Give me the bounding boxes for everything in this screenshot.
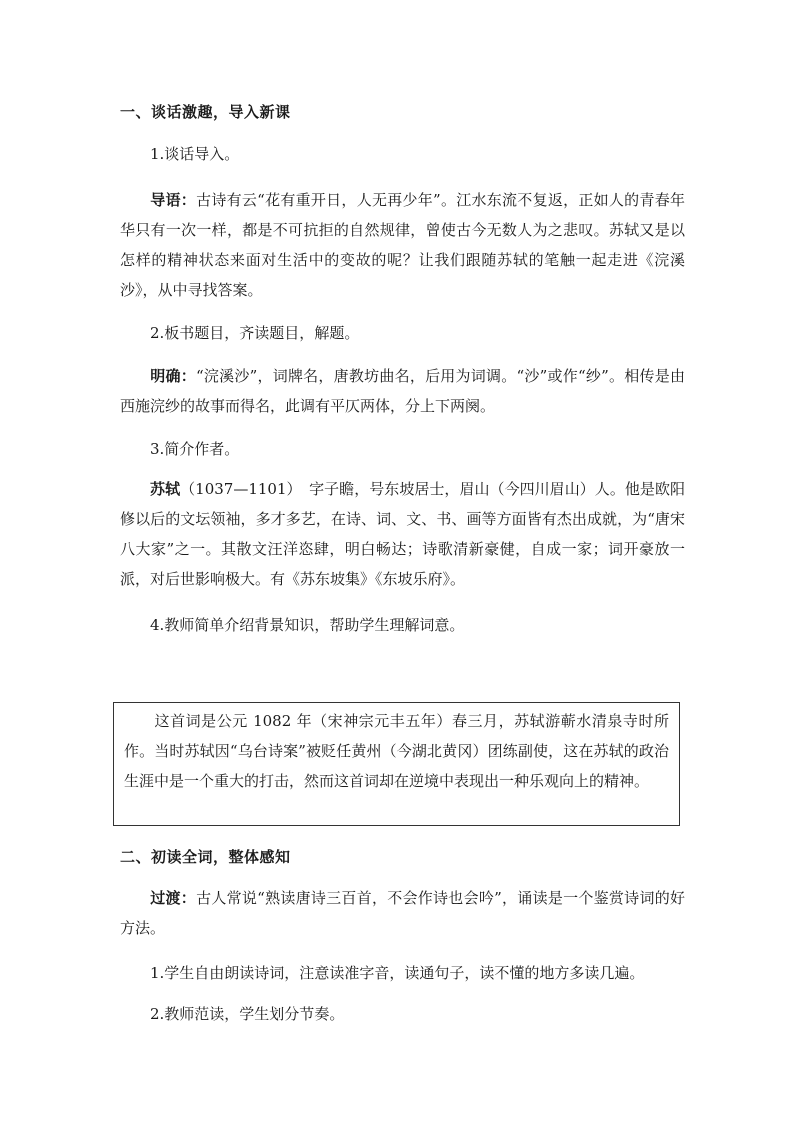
transition-label: 过渡：	[150, 889, 197, 907]
clarify-text: “浣溪沙”，词牌名，唐教坊曲名，后用为词调。“沙”或作“纱”。相传是由西施浣纱的故事而得名，此调有平仄两体，分上下两阕。	[120, 367, 685, 415]
section-heading-2: 二、初读全词，整体感知	[120, 848, 291, 866]
author-label: 苏轼	[150, 480, 181, 498]
clarify-paragraph	[120, 361, 685, 421]
background-text: 这首词是公元 1082 年（宋神宗元丰五年）春三月，苏轼游蕲水清泉寺时所作。当时苏轼因“乌台诗案”被贬任黄州（今湖北黄冈）团练副使，这在苏轼的政治生涯中是一个重大的打击，然而这首词却在逆境中表现出一种乐观向上的精神。	[124, 712, 669, 790]
author-text: （1037—1101） 字子瞻，号东坡居士，眉山（今四川眉山）人。他是欧阳修以后的文坛领袖，多才多艺，在诗、词、文、书、画等方面皆有杰出成就，为“唐宋八大家”之一。其散文汪洋恣肆，明白畅达；诗歌清新豪健，自成一家；词开豪放一派，对后世影响极大。有《苏东坡集》《东坡乐府》。	[120, 480, 685, 588]
item-1: 1.谈话导入。	[150, 145, 240, 163]
transition-text: 古人常说“熟读唐诗三百首，不会作诗也会吟”，诵读是一个鉴赏诗词的好方法。	[120, 889, 685, 937]
item-5: 1.学生自由朗读诗词，注意读准字音，读通句子，读不懂的地方多读几遍。	[150, 964, 645, 982]
item-6: 2.教师范读，学生划分节奏。	[150, 1005, 345, 1023]
transition-paragraph	[120, 883, 685, 943]
intro-paragraph	[120, 185, 685, 305]
item-4: 4.教师简单介绍背景知识，帮助学生理解词意。	[150, 616, 465, 634]
item-3: 3.简介作者。	[150, 440, 240, 458]
author-paragraph	[120, 474, 685, 594]
section-heading-1: 一、谈话激趣，导入新课	[120, 103, 291, 121]
item-2: 2.板书题目，齐读题目，解题。	[150, 324, 360, 342]
background-box	[113, 702, 680, 826]
clarify-label: 明确：	[150, 367, 196, 385]
intro-text: 古诗有云“花有重开日，人无再少年”。江水东流不复返，正如人的青春年华只有一次一样，都是不可抗拒的自然规律，曾使古今无数人为之悲叹。苏轼又是以怎样的精神状态来面对生活中的变故的呢？让我们跟随苏轼的笔触一起走进《浣溪沙》，从中寻找答案。	[120, 191, 685, 299]
intro-label: 导语：	[150, 191, 197, 209]
